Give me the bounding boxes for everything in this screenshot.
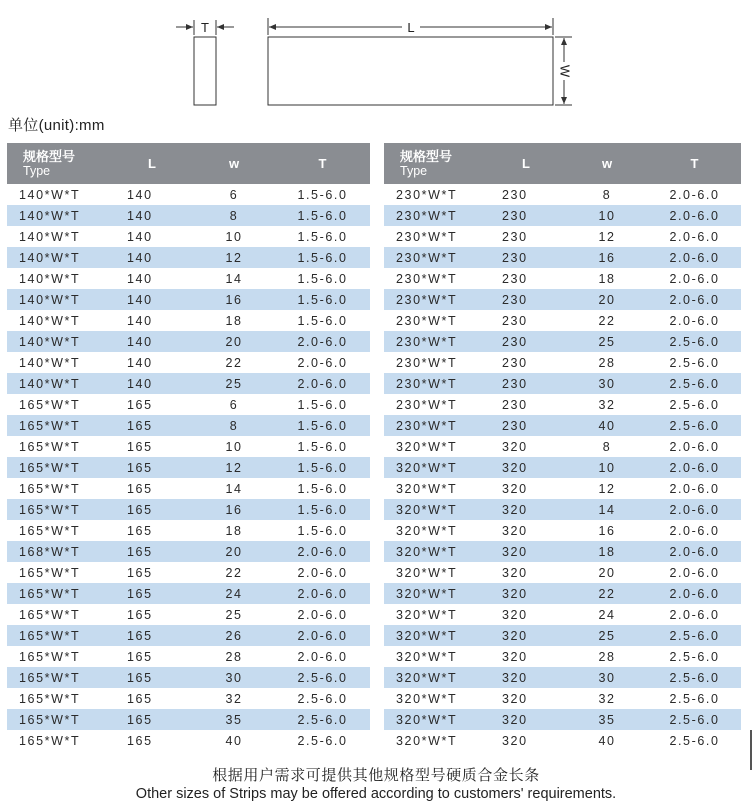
cell-w: 24 — [193, 583, 275, 604]
cell-type: 140*W*T — [7, 205, 111, 226]
cell-w: 18 — [193, 520, 275, 541]
cell-w: 22 — [193, 352, 275, 373]
cell-t: 2.5-6.0 — [648, 667, 741, 688]
cell-t: 2.5-6.0 — [648, 373, 741, 394]
table-row — [384, 436, 741, 457]
cell-w: 6 — [193, 394, 275, 415]
cell-w: 10 — [566, 205, 648, 226]
cell-w: 16 — [193, 499, 275, 520]
cell-w: 22 — [566, 310, 648, 331]
table-header-row — [7, 143, 370, 184]
cell-t: 2.0-6.0 — [275, 373, 370, 394]
cell-t: 2.0-6.0 — [648, 478, 741, 499]
cell-w: 25 — [566, 625, 648, 646]
cell-l: 320 — [486, 709, 566, 730]
cell-l: 320 — [486, 541, 566, 562]
cell-type: 230*W*T — [384, 205, 486, 226]
cell-type: 320*W*T — [384, 520, 486, 541]
cell-l: 320 — [486, 646, 566, 667]
cell-l: 320 — [486, 583, 566, 604]
table-row — [7, 310, 370, 331]
table-row — [384, 520, 741, 541]
header-type-en: Type — [23, 163, 51, 178]
table-row — [384, 730, 741, 751]
cell-w: 28 — [193, 646, 275, 667]
cell-type: 140*W*T — [7, 310, 111, 331]
cell-w: 20 — [566, 562, 648, 583]
table-row — [7, 226, 370, 247]
cell-t: 1.5-6.0 — [275, 520, 370, 541]
cell-type: 165*W*T — [7, 457, 111, 478]
cell-l: 165 — [111, 562, 193, 583]
cell-w: 30 — [566, 667, 648, 688]
table-row — [7, 457, 370, 478]
cell-t: 2.5-6.0 — [648, 646, 741, 667]
cell-w: 28 — [566, 352, 648, 373]
cell-t: 1.5-6.0 — [275, 310, 370, 331]
cell-type: 320*W*T — [384, 688, 486, 709]
cell-t: 1.5-6.0 — [275, 289, 370, 310]
cell-t: 2.0-6.0 — [275, 331, 370, 352]
cell-l: 165 — [111, 604, 193, 625]
cell-type: 320*W*T — [384, 667, 486, 688]
cell-w: 12 — [193, 247, 275, 268]
cell-w: 40 — [566, 730, 648, 751]
cell-type: 165*W*T — [7, 709, 111, 730]
cell-l: 140 — [111, 226, 193, 247]
cell-l: 230 — [486, 310, 566, 331]
cell-type: 230*W*T — [384, 226, 486, 247]
table-row — [7, 268, 370, 289]
cell-l: 230 — [486, 352, 566, 373]
cell-l: 140 — [111, 205, 193, 226]
cell-t: 2.5-6.0 — [648, 394, 741, 415]
cell-t: 2.0-6.0 — [648, 268, 741, 289]
cell-w: 30 — [566, 373, 648, 394]
cell-t: 1.5-6.0 — [275, 394, 370, 415]
table-row — [7, 184, 370, 205]
table-row — [384, 604, 741, 625]
cell-l: 165 — [111, 394, 193, 415]
cell-w: 8 — [193, 415, 275, 436]
header-l: L — [111, 143, 193, 184]
cell-t: 2.0-6.0 — [648, 436, 741, 457]
t-dimension-label: T — [201, 20, 209, 35]
table-row — [384, 541, 741, 562]
cell-t: 2.0-6.0 — [648, 184, 741, 205]
side-view-rect — [194, 37, 216, 105]
cell-type: 320*W*T — [384, 709, 486, 730]
table-row — [384, 478, 741, 499]
cell-l: 165 — [111, 415, 193, 436]
cell-type: 165*W*T — [7, 625, 111, 646]
table-row — [7, 415, 370, 436]
cell-type: 140*W*T — [7, 289, 111, 310]
cell-w: 40 — [193, 730, 275, 751]
cell-t: 2.0-6.0 — [275, 541, 370, 562]
header-type-cn: 规格型号 — [23, 148, 76, 164]
cell-type: 165*W*T — [7, 583, 111, 604]
cell-w: 14 — [193, 478, 275, 499]
cell-l: 230 — [486, 226, 566, 247]
cell-type: 165*W*T — [7, 520, 111, 541]
cell-w: 32 — [566, 394, 648, 415]
cell-l: 165 — [111, 457, 193, 478]
cell-w: 30 — [193, 667, 275, 688]
cell-t: 2.0-6.0 — [275, 625, 370, 646]
table-row — [7, 352, 370, 373]
header-w: w — [566, 143, 648, 184]
cell-type: 230*W*T — [384, 247, 486, 268]
table-row — [7, 289, 370, 310]
cell-w: 8 — [566, 436, 648, 457]
table-row — [384, 247, 741, 268]
cell-t: 2.5-6.0 — [275, 730, 370, 751]
cell-type: 140*W*T — [7, 247, 111, 268]
w-dimension-label: W — [557, 64, 573, 78]
cell-l: 165 — [111, 709, 193, 730]
cell-type: 320*W*T — [384, 499, 486, 520]
cell-type: 165*W*T — [7, 436, 111, 457]
cell-t: 2.0-6.0 — [275, 562, 370, 583]
cell-t: 1.5-6.0 — [275, 247, 370, 268]
cell-type: 140*W*T — [7, 268, 111, 289]
l-dimension-label: L — [407, 20, 415, 35]
cell-type: 165*W*T — [7, 730, 111, 751]
header-type-cn: 规格型号 — [400, 148, 453, 164]
cell-t: 1.5-6.0 — [275, 226, 370, 247]
cell-w: 6 — [193, 184, 275, 205]
cell-type: 230*W*T — [384, 184, 486, 205]
cell-l: 320 — [486, 604, 566, 625]
cell-type: 165*W*T — [7, 688, 111, 709]
table-row — [7, 583, 370, 604]
cell-t: 1.5-6.0 — [275, 436, 370, 457]
cell-type: 230*W*T — [384, 310, 486, 331]
cell-w: 12 — [193, 457, 275, 478]
cell-type: 320*W*T — [384, 625, 486, 646]
table-row — [7, 499, 370, 520]
cell-type: 320*W*T — [384, 541, 486, 562]
header-type — [7, 143, 111, 184]
cell-l: 230 — [486, 247, 566, 268]
cell-type: 230*W*T — [384, 268, 486, 289]
cell-w: 8 — [193, 205, 275, 226]
cell-t: 2.5-6.0 — [648, 415, 741, 436]
cell-type: 165*W*T — [7, 478, 111, 499]
cell-l: 230 — [486, 373, 566, 394]
cell-l: 320 — [486, 562, 566, 583]
cell-w: 25 — [193, 604, 275, 625]
cell-type: 320*W*T — [384, 436, 486, 457]
cell-t: 1.5-6.0 — [275, 184, 370, 205]
cell-t: 2.0-6.0 — [648, 247, 741, 268]
cell-l: 230 — [486, 268, 566, 289]
cell-l: 165 — [111, 583, 193, 604]
cell-l: 140 — [111, 268, 193, 289]
cell-l: 140 — [111, 310, 193, 331]
table-row — [7, 478, 370, 499]
cell-type: 230*W*T — [384, 289, 486, 310]
table-row — [7, 373, 370, 394]
table-row — [384, 667, 741, 688]
cell-t: 1.5-6.0 — [275, 499, 370, 520]
cell-l: 320 — [486, 436, 566, 457]
cell-w: 18 — [566, 541, 648, 562]
cell-t: 2.0-6.0 — [648, 457, 741, 478]
table-row — [384, 415, 741, 436]
table-row — [7, 604, 370, 625]
table-row — [7, 541, 370, 562]
cell-t: 1.5-6.0 — [275, 268, 370, 289]
cell-t: 2.5-6.0 — [648, 709, 741, 730]
cell-l: 320 — [486, 667, 566, 688]
cell-type: 140*W*T — [7, 226, 111, 247]
table-row — [384, 499, 741, 520]
cell-l: 165 — [111, 646, 193, 667]
cell-w: 8 — [566, 184, 648, 205]
table-row — [384, 331, 741, 352]
cell-t: 2.0-6.0 — [648, 583, 741, 604]
cell-w: 14 — [193, 268, 275, 289]
cell-t: 2.5-6.0 — [275, 667, 370, 688]
cell-l: 230 — [486, 184, 566, 205]
table-row — [384, 373, 741, 394]
cell-t: 2.5-6.0 — [648, 730, 741, 751]
footer-note-en: Other sizes of Strips may be offered according to customers' requirements. — [135, 786, 617, 802]
cell-type: 165*W*T — [7, 646, 111, 667]
header-t: T — [275, 143, 370, 184]
cell-t: 2.5-6.0 — [648, 688, 741, 709]
cell-t: 1.5-6.0 — [275, 205, 370, 226]
cell-l: 230 — [486, 289, 566, 310]
table-row — [384, 562, 741, 583]
header-l: L — [486, 143, 566, 184]
table-row — [384, 583, 741, 604]
cell-l: 230 — [486, 205, 566, 226]
cell-l: 165 — [111, 625, 193, 646]
table-row — [7, 709, 370, 730]
cell-t: 2.0-6.0 — [648, 604, 741, 625]
cell-w: 25 — [193, 373, 275, 394]
header-type-en: Type — [400, 163, 428, 178]
cell-l: 165 — [111, 688, 193, 709]
header-w: w — [193, 143, 275, 184]
cell-type: 320*W*T — [384, 646, 486, 667]
cell-l: 140 — [111, 373, 193, 394]
cell-type: 320*W*T — [384, 583, 486, 604]
cell-type: 165*W*T — [7, 562, 111, 583]
cell-t: 2.5-6.0 — [648, 625, 741, 646]
cell-type: 230*W*T — [384, 331, 486, 352]
cell-l: 140 — [111, 247, 193, 268]
cell-t: 2.0-6.0 — [275, 646, 370, 667]
cell-t: 2.0-6.0 — [648, 562, 741, 583]
cell-t: 2.5-6.0 — [275, 688, 370, 709]
cell-l: 165 — [111, 541, 193, 562]
table-row — [384, 625, 741, 646]
cell-l: 320 — [486, 457, 566, 478]
cell-w: 25 — [566, 331, 648, 352]
cell-w: 20 — [193, 541, 275, 562]
cell-type: 320*W*T — [384, 457, 486, 478]
table-row — [384, 226, 741, 247]
cell-l: 320 — [486, 499, 566, 520]
table-row — [7, 205, 370, 226]
cell-t: 1.5-6.0 — [275, 478, 370, 499]
cell-l: 140 — [111, 289, 193, 310]
cell-l: 230 — [486, 415, 566, 436]
cell-t: 2.5-6.0 — [275, 709, 370, 730]
table-row — [384, 184, 741, 205]
cell-t: 2.5-6.0 — [648, 331, 741, 352]
cell-t: 1.5-6.0 — [275, 457, 370, 478]
cell-l: 230 — [486, 394, 566, 415]
cell-w: 10 — [566, 457, 648, 478]
cell-t: 2.0-6.0 — [648, 541, 741, 562]
table-row — [384, 646, 741, 667]
cell-w: 22 — [193, 562, 275, 583]
cell-l: 165 — [111, 499, 193, 520]
cell-w: 32 — [193, 688, 275, 709]
cell-w: 24 — [566, 604, 648, 625]
cell-w: 12 — [566, 226, 648, 247]
table-row — [7, 667, 370, 688]
table-row — [384, 457, 741, 478]
cell-w: 40 — [566, 415, 648, 436]
cell-type: 320*W*T — [384, 730, 486, 751]
cell-type: 165*W*T — [7, 394, 111, 415]
cell-w: 10 — [193, 436, 275, 457]
cell-type: 165*W*T — [7, 667, 111, 688]
table-row — [7, 247, 370, 268]
cell-l: 320 — [486, 625, 566, 646]
table-header-row — [384, 143, 741, 184]
cell-l: 320 — [486, 688, 566, 709]
cell-type: 320*W*T — [384, 562, 486, 583]
table-row — [384, 289, 741, 310]
cell-type: 140*W*T — [7, 331, 111, 352]
table-row — [7, 646, 370, 667]
table-row — [7, 730, 370, 751]
cell-w: 22 — [566, 583, 648, 604]
cell-l: 165 — [111, 730, 193, 751]
cell-w: 26 — [193, 625, 275, 646]
cell-type: 230*W*T — [384, 415, 486, 436]
cell-w: 35 — [193, 709, 275, 730]
cell-type: 230*W*T — [384, 352, 486, 373]
cell-w: 14 — [566, 499, 648, 520]
table-row — [7, 688, 370, 709]
cell-l: 165 — [111, 667, 193, 688]
cell-t: 2.0-6.0 — [648, 205, 741, 226]
cell-l: 165 — [111, 520, 193, 541]
cell-w: 28 — [566, 646, 648, 667]
cell-t: 1.5-6.0 — [275, 415, 370, 436]
cell-t: 2.0-6.0 — [648, 226, 741, 247]
cell-t: 2.0-6.0 — [275, 352, 370, 373]
table-row — [7, 331, 370, 352]
table-row — [7, 436, 370, 457]
cell-w: 20 — [193, 331, 275, 352]
cell-t: 2.0-6.0 — [648, 520, 741, 541]
cell-l: 165 — [111, 478, 193, 499]
cell-l: 320 — [486, 478, 566, 499]
table-row — [384, 688, 741, 709]
cell-w: 12 — [566, 478, 648, 499]
cell-l: 230 — [486, 331, 566, 352]
spec-table-left — [7, 143, 370, 751]
cell-type: 165*W*T — [7, 499, 111, 520]
cell-t: 2.0-6.0 — [275, 604, 370, 625]
spec-table-right — [384, 143, 741, 751]
footer-note-cn: 根据用户需求可提供其他规格型号硬质合金长条 — [212, 767, 540, 784]
table-row — [384, 709, 741, 730]
cell-w: 16 — [566, 520, 648, 541]
cell-type: 165*W*T — [7, 415, 111, 436]
cell-l: 140 — [111, 184, 193, 205]
cell-type: 165*W*T — [7, 604, 111, 625]
cell-type: 320*W*T — [384, 478, 486, 499]
cell-l: 320 — [486, 520, 566, 541]
cell-type: 140*W*T — [7, 352, 111, 373]
cell-t: 2.0-6.0 — [648, 499, 741, 520]
cell-w: 32 — [566, 688, 648, 709]
cell-type: 140*W*T — [7, 184, 111, 205]
cell-l: 140 — [111, 352, 193, 373]
table-row — [384, 310, 741, 331]
table-row — [384, 394, 741, 415]
cell-type: 168*W*T — [7, 541, 111, 562]
top-view-rect — [268, 37, 553, 105]
cell-t: 2.0-6.0 — [648, 310, 741, 331]
cell-w: 18 — [193, 310, 275, 331]
cell-type: 140*W*T — [7, 373, 111, 394]
cell-w: 10 — [193, 226, 275, 247]
table-row — [7, 625, 370, 646]
table-row — [384, 205, 741, 226]
cell-w: 20 — [566, 289, 648, 310]
table-row — [7, 562, 370, 583]
cell-type: 230*W*T — [384, 394, 486, 415]
cell-type: 320*W*T — [384, 604, 486, 625]
dimension-diagram — [0, 0, 752, 115]
unit-label: 单位(unit):mm — [8, 117, 105, 134]
cell-w: 18 — [566, 268, 648, 289]
header-type — [384, 143, 486, 184]
cell-t: 2.0-6.0 — [648, 289, 741, 310]
table-row — [384, 352, 741, 373]
table-row — [7, 520, 370, 541]
cell-w: 16 — [193, 289, 275, 310]
strip-drawing — [0, 0, 752, 115]
cell-t: 2.0-6.0 — [275, 583, 370, 604]
table-row — [384, 268, 741, 289]
cell-l: 140 — [111, 331, 193, 352]
cell-w: 16 — [566, 247, 648, 268]
cell-type: 230*W*T — [384, 373, 486, 394]
table-row — [7, 394, 370, 415]
cell-t: 2.5-6.0 — [648, 352, 741, 373]
cell-l: 320 — [486, 730, 566, 751]
cell-w: 35 — [566, 709, 648, 730]
header-t: T — [648, 143, 741, 184]
cell-l: 165 — [111, 436, 193, 457]
